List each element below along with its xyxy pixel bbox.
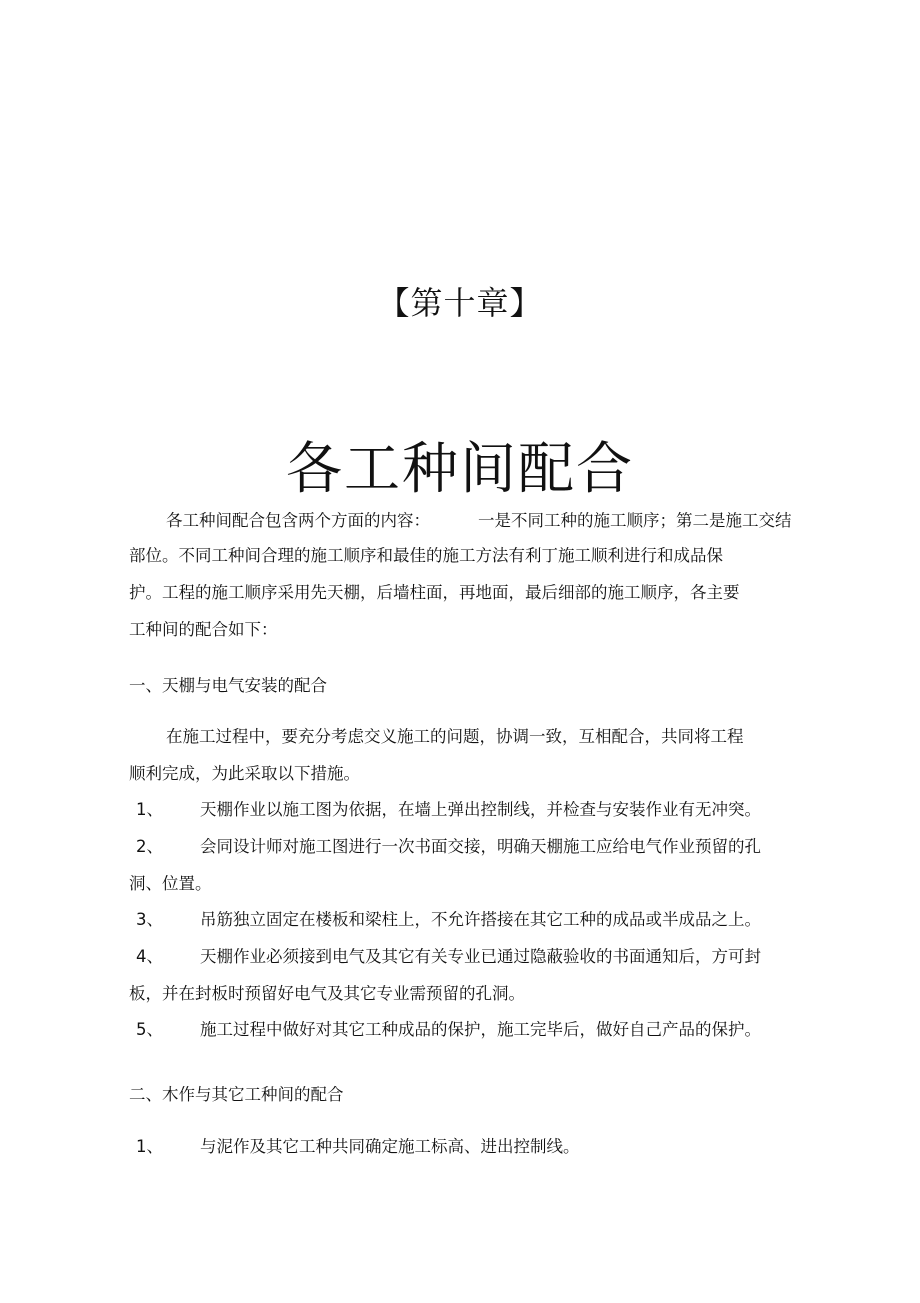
intro-line-3: 护。工程的施工顺序采用先天棚，后墙柱面，再地面，最后细部的施工顺序，各主要 [129, 583, 740, 602]
intro-line-4: 工种间的配合如下： [129, 620, 278, 639]
page-title: 各工种间配合 [286, 437, 634, 502]
chapter-heading: 【第十章】 [377, 284, 543, 322]
list-item-text: 天棚作业必须接到电气及其它有关专业已通过隐蔽验收的书面通知后，方可封 [200, 947, 761, 966]
list-item-text: 施工过程中做好对其它工种成品的保护，施工完毕后，做好自己产品的保护。 [200, 1020, 761, 1039]
section1-para-line-1: 在施工过程中，要充分考虑交义施工的问题，协调一致，互相配合，共同将工程 [166, 727, 744, 746]
list-item-number: 2、 [136, 837, 163, 856]
list-item-number: 4、 [136, 947, 163, 966]
list-item-text: 天棚作业以施工图为依据，在墙上弹出控制线，并检查与安装作业有无冲突。 [200, 800, 761, 819]
section-heading-1: 一、天棚与电气安装的配合 [129, 676, 327, 695]
list-item-number: 1、 [136, 1137, 163, 1156]
list-item-number: 1、 [136, 800, 163, 819]
intro-line-1a: 各工种间配合包含两个方面的内容： [166, 511, 430, 530]
list-item-number: 3、 [136, 910, 163, 929]
list-item-number: 5、 [136, 1020, 163, 1039]
intro-line-1b: 一是不同工种的施工顺序；第二是施工交结 [478, 511, 792, 530]
intro-line-1 [166, 511, 792, 531]
list-item-continuation: 板，并在封板时预留好电气及其它专业需预留的孔洞。 [129, 984, 525, 1003]
section1-para-line-2: 顺利完成，为此采取以下措施。 [129, 764, 360, 783]
intro-line-2: 部位。不同工种间合理的施工顺序和最佳的施工方法有利丁施工顺利进行和成品保 [129, 546, 723, 565]
list-item-text: 与泥作及其它工种共同确定施工标高、进出控制线。 [200, 1137, 580, 1156]
list-item-text: 吊筋独立固定在楼板和梁柱上，不允许搭接在其它工种的成品或半成品之上。 [200, 910, 761, 929]
list-item-text: 会同设计师对施工图进行一次书面交接，明确天棚施工应给电气作业预留的孔 [200, 837, 761, 856]
list-item-continuation: 洞、位置。 [129, 874, 212, 893]
section-heading-2: 二、木作与其它工种间的配合 [129, 1085, 344, 1104]
